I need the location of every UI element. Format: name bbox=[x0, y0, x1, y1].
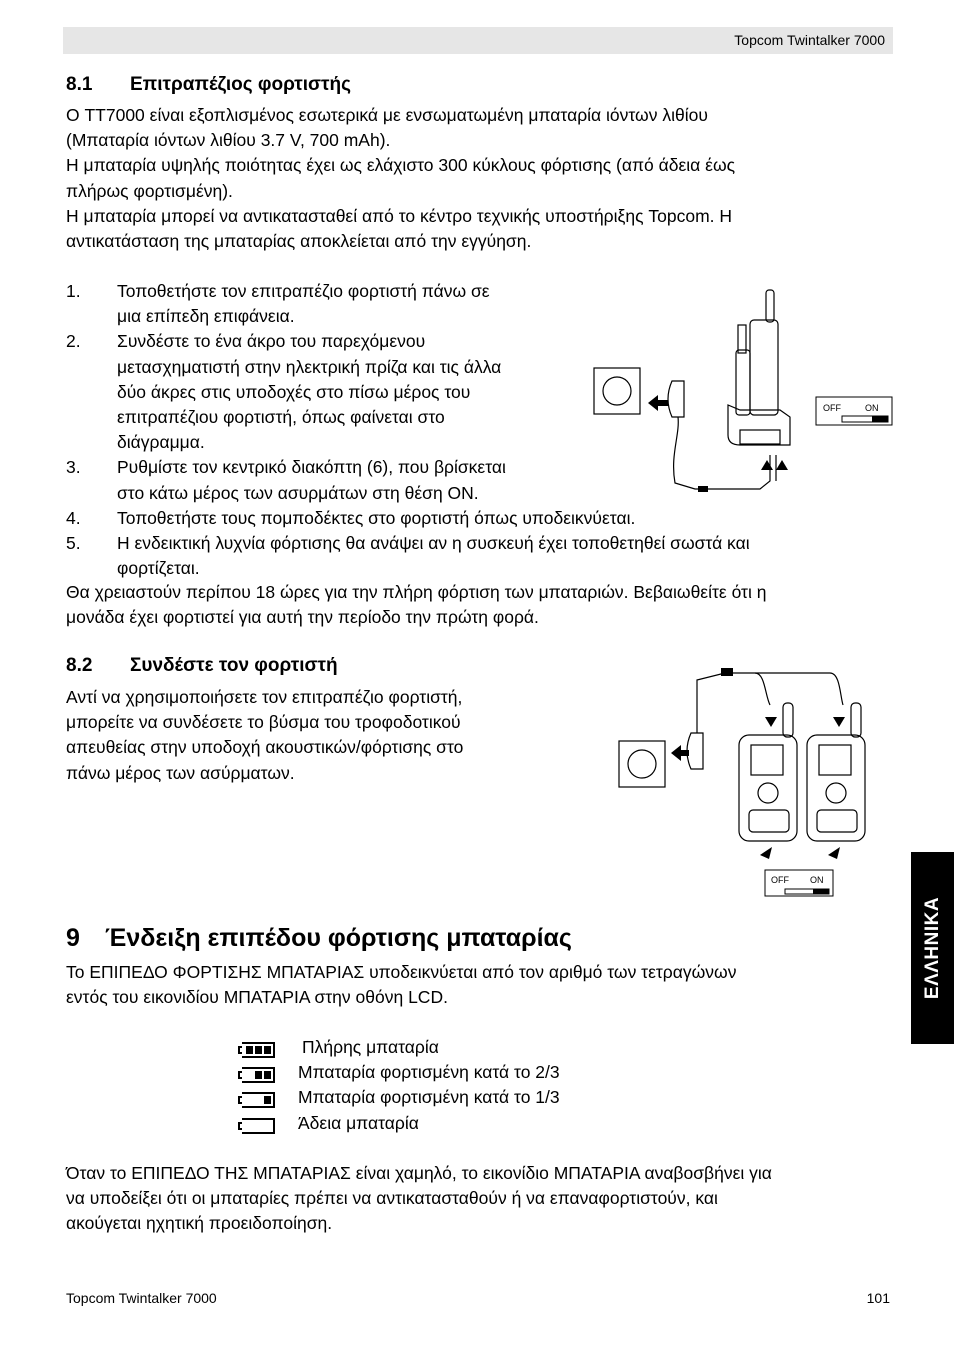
text-line: πλήρως φορτισμένη). bbox=[66, 180, 233, 201]
text-line: ακούγεται ηχητική προειδοποίηση. bbox=[66, 1213, 333, 1234]
language-label: ΕΛΛΗΝΙΚΑ bbox=[921, 896, 943, 1000]
text-line: Η μπαταρία υψηλής ποιότητας έχει ως ελάχιστο 300 κύκλους φόρτισης (από άδεια έως bbox=[66, 155, 736, 176]
text-line: μια επίπεδη επιφάνεια. bbox=[117, 306, 295, 327]
text-line: μετασχηματιστή στην ηλεκτρική πρίζα και τις άλλα bbox=[117, 356, 502, 377]
section-8-1-note bbox=[66, 580, 766, 630]
section-8-1-title: Επιτραπέζιος φορτιστής bbox=[130, 74, 352, 95]
text-line: Θα χρειαστούν περίπου 18 ώρες για την πλήρη φόρτιση των μπαταριών. Βεβαιωθείτε ότι η bbox=[66, 582, 767, 602]
step-number: 1. bbox=[66, 281, 81, 301]
switch-off-label: OFF bbox=[771, 875, 789, 885]
arrow-icon bbox=[648, 395, 668, 411]
text-line: στο κάτω μέρος των ασυρμάτων στη θέση ON. bbox=[117, 482, 479, 503]
footer-title: Topcom Twintalker 7000 bbox=[66, 1290, 217, 1306]
page-header bbox=[63, 27, 893, 54]
arrow-icon bbox=[671, 745, 689, 761]
adapter-icon bbox=[687, 733, 703, 769]
section-9-intro bbox=[66, 960, 736, 1010]
battery-empty-icon bbox=[238, 1117, 278, 1135]
section-8-1-number: 8.1 bbox=[66, 74, 93, 95]
battery-level-label: Μπαταρία φορτισμένη κατά το 1/3 bbox=[298, 1087, 560, 1108]
battery-one-third-icon bbox=[238, 1091, 278, 1109]
section-9-note bbox=[66, 1161, 772, 1237]
battery-level-label: Άδεια μπαταρία bbox=[298, 1112, 419, 1133]
text-line: να υποδείξει ότι οι μπαταρίες πρέπει να αντικατασταθούν ή να επαναφορτιστούν, και bbox=[66, 1188, 718, 1209]
text-line: μπορείτε να συνδέσετε το βύσμα του τροφοδοτικού bbox=[66, 712, 461, 733]
text-line: Όταν το ΕΠΙΠΕΔΟ ΤΗΣ ΜΠΑΤΑΡΙΑΣ είναι χαμηλό, το εικονίδιο ΜΠΑΤΑΡΙΑ αναβοσβήνει για bbox=[66, 1163, 772, 1183]
step-number: 2. bbox=[66, 331, 81, 352]
adapter-icon bbox=[668, 381, 684, 417]
text-line: απευθείας στην υποδοχή ακουστικών/φόρτισης στο bbox=[66, 737, 464, 758]
text-line: δύο άκρες στις υποδοχές στο πίσω μέρος του bbox=[117, 381, 471, 402]
step-number: 4. bbox=[66, 507, 81, 528]
wall-socket-icon bbox=[594, 368, 640, 414]
arrow-icon bbox=[765, 717, 845, 727]
section-8-1-intro bbox=[66, 103, 735, 254]
text-line: Η μπαταρία μπορεί να αντικατασταθεί από το κέντρο τεχνικής υποστήριξης Topcom. Η bbox=[66, 205, 733, 226]
page-number: 101 bbox=[866, 1290, 890, 1306]
battery-level-label: Μπαταρία φορτισμένη κατά το 2/3 bbox=[298, 1062, 560, 1083]
text-line: πάνω μέρος των ασύρματων. bbox=[66, 762, 295, 783]
text-line: αντικατάσταση της μπαταρίας αποκλείεται από την εγγύηση. bbox=[66, 231, 532, 252]
text-line: Αντί να χρησιμοποιήσετε τον επιτραπέζιο φορτιστή, bbox=[66, 687, 463, 707]
text-line: επιτραπέζιου φορτιστή, όπως φαίνεται στο bbox=[117, 407, 445, 428]
text-line: Τοποθετήστε τον επιτραπέζιο φορτιστή πάνω σε bbox=[117, 281, 490, 301]
text-line: Ο TT7000 είναι εξοπλισμένος εσωτερικά με ενσωματωμένη μπαταρία ιόντων λιθίου bbox=[66, 105, 708, 125]
step-number: 3. bbox=[66, 457, 81, 478]
step-number: 5. bbox=[66, 533, 81, 554]
text-line: Η ενδεικτική λυχνία φόρτισης θα ανάψει αν η συσκευή έχει τοποθετηθεί σωστά και bbox=[117, 533, 750, 554]
header-title: Topcom Twintalker 7000 bbox=[734, 32, 885, 48]
list-item bbox=[66, 506, 896, 531]
text-line: Τοποθετήστε τους πομποδέκτες στο φορτιστή όπως υποδεικνύεται. bbox=[117, 507, 636, 528]
arrow-icon bbox=[761, 460, 788, 470]
text-line: (Μπαταρία ιόντων λιθίου 3.7 V, 700 mAh). bbox=[66, 130, 391, 151]
text-line: Ρυθμίστε τον κεντρικό διακόπτη (6), που βρίσκεται bbox=[117, 457, 506, 478]
language-side-tab bbox=[911, 852, 954, 1044]
list-item bbox=[66, 531, 896, 581]
text-line: Συνδέστε το ένα άκρο του παρεχόμενου bbox=[117, 331, 426, 352]
text-line: εντός του εικονιδίου ΜΠΑΤΑΡΙΑ στην οθόνη LCD. bbox=[66, 987, 448, 1008]
section-8-2-number: 8.2 bbox=[66, 655, 93, 676]
switch-off-label: OFF bbox=[823, 403, 841, 413]
text-line: φορτίζεται. bbox=[117, 558, 200, 579]
wall-socket-icon bbox=[619, 741, 665, 787]
desktop-charger-diagram bbox=[590, 285, 900, 495]
section-8-2-title: Συνδέστε τον φορτιστή bbox=[130, 655, 338, 676]
arrow-icon bbox=[760, 847, 840, 859]
section-9-number: 9 bbox=[66, 924, 80, 952]
switch-on-label: ON bbox=[810, 875, 824, 885]
section-8-2-text bbox=[66, 685, 463, 786]
text-line: διάγραμμα. bbox=[117, 432, 205, 453]
battery-two-thirds-icon bbox=[238, 1066, 278, 1084]
text-line: μονάδα έχει φορτιστεί για αυτή την περίοδο την πρώτη φορά. bbox=[66, 607, 539, 628]
battery-full-icon bbox=[238, 1041, 278, 1059]
text-line: Το ΕΠΙΠΕΔΟ ΦΟΡΤΙΣΗΣ ΜΠΑΤΑΡΙΑΣ υποδεικνύεται από τον αριθμό των τετραγώνων bbox=[66, 962, 737, 982]
direct-charging-diagram bbox=[615, 665, 875, 900]
battery-level-label: Πλήρης μπαταρία bbox=[302, 1037, 439, 1057]
section-9-title: Ένδειξη επιπέδου φόρτισης μπαταρίας bbox=[105, 924, 572, 952]
switch-on-label: ON bbox=[865, 403, 879, 413]
